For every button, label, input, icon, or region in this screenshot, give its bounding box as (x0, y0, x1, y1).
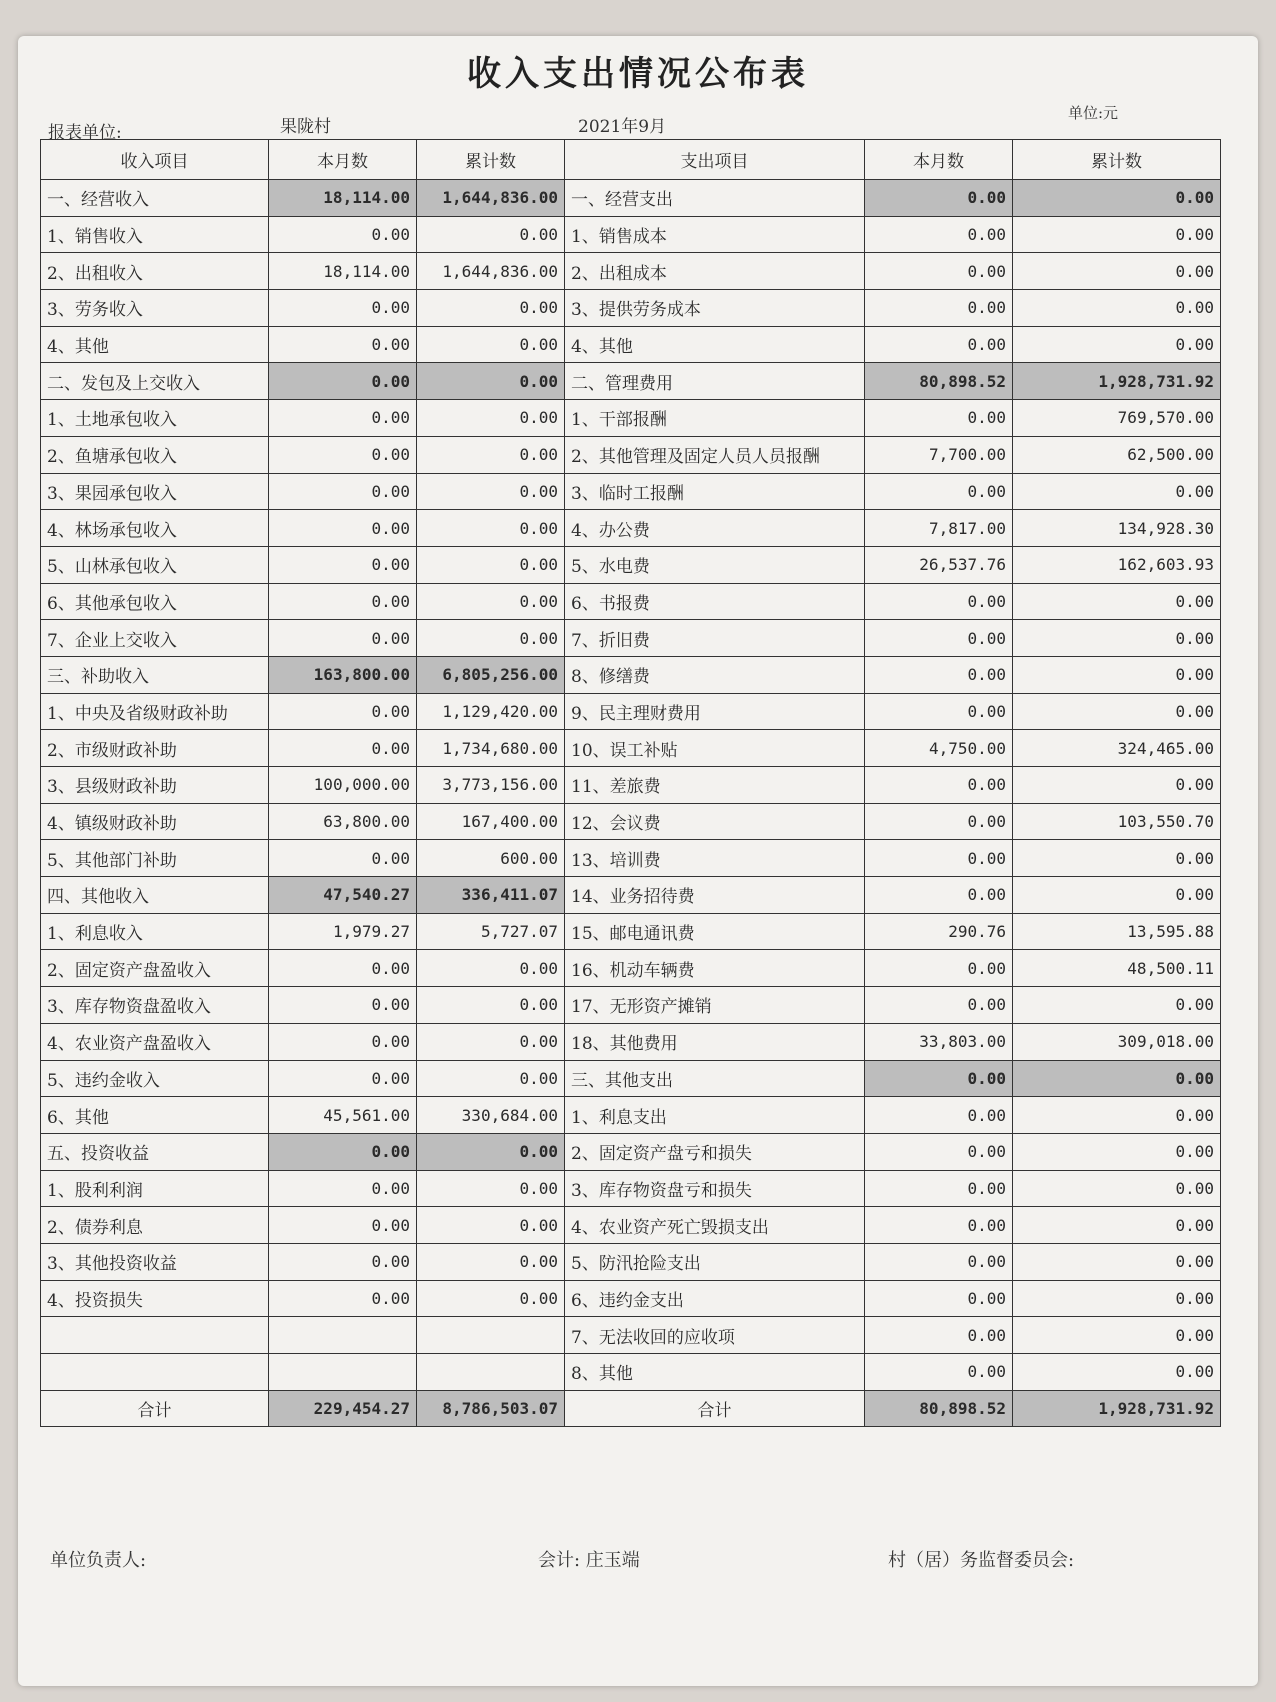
expense-cumulative-cell: 134,928.30 (1013, 510, 1221, 547)
expense-item-cell: 2、其他管理及固定人员人员报酬 (565, 436, 865, 473)
income-item-cell: 1、中央及省级财政补助 (41, 693, 269, 730)
expense-item-cell: 17、无形资产摊销 (565, 987, 865, 1024)
expense-item-cell: 三、其他支出 (565, 1060, 865, 1097)
expense-cumulative-cell: 0.00 (1013, 693, 1221, 730)
table-row (41, 1207, 1221, 1244)
income-cumulative-cell: 5,727.07 (417, 913, 565, 950)
expense-item-cell: 18、其他费用 (565, 1023, 865, 1060)
expense-month-cell: 0.00 (865, 1243, 1013, 1280)
expense-item-cell: 6、违约金支出 (565, 1280, 865, 1317)
income-cumulative-cell: 0.00 (417, 1023, 565, 1060)
expense-month-cell: 0.00 (865, 583, 1013, 620)
header-expense-item: 支出项目 (565, 140, 865, 180)
expense-item-cell: 15、邮电通讯费 (565, 913, 865, 950)
income-item-cell: 3、果园承包收入 (41, 473, 269, 510)
income-cumulative-cell: 1,129,420.00 (417, 693, 565, 730)
expense-item-cell: 7、折旧费 (565, 620, 865, 657)
income-cumulative-cell: 0.00 (417, 950, 565, 987)
income-month-cell: 0.00 (269, 1060, 417, 1097)
expense-item-cell: 12、会议费 (565, 803, 865, 840)
income-item-cell: 1、股利利润 (41, 1170, 269, 1207)
footer-supervisory-committee: 村（居）务监督委员会: (888, 1550, 1075, 1571)
expense-month-cell: 0.00 (865, 290, 1013, 327)
income-cumulative-cell: 0.00 (417, 473, 565, 510)
income-month-cell: 163,800.00 (269, 656, 417, 693)
income-item-cell: 4、农业资产盘盈收入 (41, 1023, 269, 1060)
expense-cumulative-cell: 1,928,731.92 (1013, 363, 1221, 400)
income-cumulative-cell: 0.00 (417, 583, 565, 620)
income-month-cell: 0.00 (269, 290, 417, 327)
income-cumulative-cell: 0.00 (417, 1060, 565, 1097)
income-item-cell: 3、库存物资盘盈收入 (41, 987, 269, 1024)
expense-month-cell: 0.00 (865, 693, 1013, 730)
income-month-cell: 0.00 (269, 546, 417, 583)
header-income-item: 收入项目 (41, 140, 269, 180)
income-item-cell: 三、补助收入 (41, 656, 269, 693)
table-row (41, 583, 1221, 620)
income-cumulative-cell: 0.00 (417, 400, 565, 437)
income-cumulative-cell: 0.00 (417, 1243, 565, 1280)
income-item-cell: 一、经营收入 (41, 180, 269, 217)
expense-cumulative-cell: 769,570.00 (1013, 400, 1221, 437)
income-month-cell: 0.00 (269, 1133, 417, 1170)
income-item-cell: 2、市级财政补助 (41, 730, 269, 767)
income-cumulative-cell: 336,411.07 (417, 877, 565, 914)
expense-item-cell: 13、培训费 (565, 840, 865, 877)
expense-total-cumulative: 1,928,731.92 (1013, 1390, 1221, 1427)
table-row (41, 950, 1221, 987)
expense-cumulative-cell: 0.00 (1013, 1317, 1221, 1354)
income-cumulative-cell: 0.00 (417, 1280, 565, 1317)
table-row (41, 1097, 1221, 1134)
expense-item-cell: 一、经营支出 (565, 180, 865, 217)
expense-month-cell: 0.00 (865, 840, 1013, 877)
expense-cumulative-cell: 0.00 (1013, 1354, 1221, 1391)
reporting-unit: 果陇村 (280, 117, 331, 137)
expense-month-cell: 0.00 (865, 656, 1013, 693)
expense-month-cell: 26,537.76 (865, 546, 1013, 583)
expense-item-cell: 3、库存物资盘亏和损失 (565, 1170, 865, 1207)
table-row (41, 216, 1221, 253)
expense-month-cell: 0.00 (865, 1133, 1013, 1170)
expense-item-cell: 4、其他 (565, 326, 865, 363)
income-cumulative-cell: 0.00 (417, 363, 565, 400)
table-row (41, 1170, 1221, 1207)
expense-month-cell: 0.00 (865, 950, 1013, 987)
income-cumulative-cell: 330,684.00 (417, 1097, 565, 1134)
table-row (41, 180, 1221, 217)
table-row (41, 290, 1221, 327)
expense-cumulative-cell: 0.00 (1013, 180, 1221, 217)
expense-month-cell: 0.00 (865, 877, 1013, 914)
income-cumulative-cell: 167,400.00 (417, 803, 565, 840)
income-cumulative-cell: 3,773,156.00 (417, 767, 565, 804)
expense-month-cell: 0.00 (865, 1317, 1013, 1354)
expense-cumulative-cell: 0.00 (1013, 583, 1221, 620)
expense-month-cell: 0.00 (865, 253, 1013, 290)
expense-cumulative-cell: 0.00 (1013, 656, 1221, 693)
report-period: 2021年9月 (578, 117, 667, 137)
header-exp-cumulative: 累计数 (1013, 140, 1221, 180)
expense-item-cell: 8、修缮费 (565, 656, 865, 693)
document-page (18, 36, 1258, 1686)
income-month-cell: 0.00 (269, 1280, 417, 1317)
expense-total-label: 合计 (565, 1390, 865, 1427)
income-month-cell: 0.00 (269, 1243, 417, 1280)
income-month-cell (269, 1354, 417, 1391)
expense-month-cell: 0.00 (865, 1354, 1013, 1391)
expense-cumulative-cell: 0.00 (1013, 767, 1221, 804)
expense-item-cell: 9、民主理财费用 (565, 693, 865, 730)
income-item-cell: 四、其他收入 (41, 877, 269, 914)
header-row (41, 140, 1221, 180)
reporting-unit-label: 报表单位: (48, 123, 122, 143)
expense-month-cell: 33,803.00 (865, 1023, 1013, 1060)
income-cumulative-cell: 1,644,836.00 (417, 180, 565, 217)
expense-month-cell: 0.00 (865, 180, 1013, 217)
income-month-cell: 0.00 (269, 326, 417, 363)
expense-item-cell: 2、出租成本 (565, 253, 865, 290)
table-row (41, 693, 1221, 730)
document-title: 收入支出情况公布表 (467, 54, 809, 94)
table-row (41, 473, 1221, 510)
table-row (41, 803, 1221, 840)
expense-cumulative-cell: 0.00 (1013, 877, 1221, 914)
income-item-cell: 二、发包及上交收入 (41, 363, 269, 400)
income-month-cell: 0.00 (269, 400, 417, 437)
table-row (41, 840, 1221, 877)
income-month-cell: 18,114.00 (269, 253, 417, 290)
income-cumulative-cell: 0.00 (417, 987, 565, 1024)
income-cumulative-cell: 0.00 (417, 1170, 565, 1207)
expense-item-cell: 5、防汛抢险支出 (565, 1243, 865, 1280)
income-month-cell: 0.00 (269, 987, 417, 1024)
income-expense-table-wrap (40, 139, 1220, 1427)
expense-item-cell: 3、提供劳务成本 (565, 290, 865, 327)
income-month-cell: 47,540.27 (269, 877, 417, 914)
income-item-cell: 五、投资收益 (41, 1133, 269, 1170)
table-row (41, 546, 1221, 583)
income-cumulative-cell: 0.00 (417, 436, 565, 473)
income-month-cell: 0.00 (269, 620, 417, 657)
income-item-cell: 1、利息收入 (41, 913, 269, 950)
expense-item-cell: 1、销售成本 (565, 216, 865, 253)
income-month-cell: 0.00 (269, 1207, 417, 1244)
expense-cumulative-cell: 0.00 (1013, 1097, 1221, 1134)
expense-cumulative-cell: 0.00 (1013, 1060, 1221, 1097)
table-row (41, 326, 1221, 363)
expense-item-cell: 14、业务招待费 (565, 877, 865, 914)
expense-cumulative-cell: 0.00 (1013, 473, 1221, 510)
table-row (41, 1133, 1221, 1170)
expense-month-cell: 0.00 (865, 1280, 1013, 1317)
income-item-cell: 4、镇级财政补助 (41, 803, 269, 840)
expense-cumulative-cell: 0.00 (1013, 620, 1221, 657)
footer-unit-head: 单位负责人: (50, 1550, 147, 1571)
income-month-cell: 0.00 (269, 730, 417, 767)
income-item-cell: 3、县级财政补助 (41, 767, 269, 804)
expense-cumulative-cell: 0.00 (1013, 840, 1221, 877)
expense-cumulative-cell: 0.00 (1013, 1207, 1221, 1244)
table-row (41, 1280, 1221, 1317)
table-row (41, 656, 1221, 693)
expense-month-cell: 0.00 (865, 767, 1013, 804)
income-month-cell: 0.00 (269, 436, 417, 473)
income-month-cell: 0.00 (269, 473, 417, 510)
income-item-cell: 4、投资损失 (41, 1280, 269, 1317)
income-month-cell: 45,561.00 (269, 1097, 417, 1134)
income-item-cell: 1、土地承包收入 (41, 400, 269, 437)
income-month-cell: 0.00 (269, 693, 417, 730)
expense-item-cell: 6、书报费 (565, 583, 865, 620)
expense-cumulative-cell: 0.00 (1013, 1133, 1221, 1170)
income-month-cell: 100,000.00 (269, 767, 417, 804)
income-item-cell: 2、出租收入 (41, 253, 269, 290)
expense-cumulative-cell: 103,550.70 (1013, 803, 1221, 840)
expense-month-cell: 0.00 (865, 1170, 1013, 1207)
expense-item-cell: 7、无法收回的应收项 (565, 1317, 865, 1354)
expense-cumulative-cell: 162,603.93 (1013, 546, 1221, 583)
income-month-cell: 0.00 (269, 583, 417, 620)
income-month-cell: 1,979.27 (269, 913, 417, 950)
expense-month-cell: 0.00 (865, 620, 1013, 657)
expense-item-cell: 10、误工补贴 (565, 730, 865, 767)
expense-cumulative-cell: 0.00 (1013, 290, 1221, 327)
income-cumulative-cell: 1,734,680.00 (417, 730, 565, 767)
income-total-label: 合计 (41, 1390, 269, 1427)
expense-item-cell: 1、利息支出 (565, 1097, 865, 1134)
unit-label: 单位:元 (1068, 104, 1119, 122)
expense-cumulative-cell: 0.00 (1013, 216, 1221, 253)
income-item-cell: 4、林场承包收入 (41, 510, 269, 547)
income-total-cumulative: 8,786,503.07 (417, 1390, 565, 1427)
income-item-cell: 2、债券利息 (41, 1207, 269, 1244)
income-month-cell: 0.00 (269, 510, 417, 547)
expense-cumulative-cell: 0.00 (1013, 1170, 1221, 1207)
expense-cumulative-cell: 0.00 (1013, 1243, 1221, 1280)
header-month: 本月数 (269, 140, 417, 180)
expense-cumulative-cell: 62,500.00 (1013, 436, 1221, 473)
income-item-cell: 2、固定资产盘盈收入 (41, 950, 269, 987)
expense-month-cell: 0.00 (865, 1060, 1013, 1097)
income-item-cell: 5、山林承包收入 (41, 546, 269, 583)
table-row (41, 253, 1221, 290)
income-month-cell: 18,114.00 (269, 180, 417, 217)
header-exp-month: 本月数 (865, 140, 1013, 180)
expense-total-month: 80,898.52 (865, 1390, 1013, 1427)
table-row (41, 363, 1221, 400)
expense-month-cell: 0.00 (865, 1207, 1013, 1244)
expense-month-cell: 0.00 (865, 987, 1013, 1024)
income-item-cell: 5、其他部门补助 (41, 840, 269, 877)
table-row (41, 1023, 1221, 1060)
expense-cumulative-cell: 0.00 (1013, 253, 1221, 290)
totals-row (41, 1390, 1221, 1427)
table-row (41, 877, 1221, 914)
expense-month-cell: 0.00 (865, 1097, 1013, 1134)
income-month-cell (269, 1317, 417, 1354)
expense-month-cell: 0.00 (865, 326, 1013, 363)
expense-cumulative-cell: 0.00 (1013, 987, 1221, 1024)
expense-item-cell: 16、机动车辆费 (565, 950, 865, 987)
income-cumulative-cell: 6,805,256.00 (417, 656, 565, 693)
table-row (41, 913, 1221, 950)
income-month-cell: 0.00 (269, 840, 417, 877)
income-month-cell: 0.00 (269, 216, 417, 253)
table-row (41, 436, 1221, 473)
income-item-cell (41, 1317, 269, 1354)
income-item-cell: 5、违约金收入 (41, 1060, 269, 1097)
expense-month-cell: 7,700.00 (865, 436, 1013, 473)
income-cumulative-cell: 0.00 (417, 290, 565, 327)
table-row (41, 1060, 1221, 1097)
table-row (41, 1243, 1221, 1280)
income-cumulative-cell: 1,644,836.00 (417, 253, 565, 290)
income-cumulative-cell: 600.00 (417, 840, 565, 877)
expense-item-cell: 11、差旅费 (565, 767, 865, 804)
expense-month-cell: 0.00 (865, 216, 1013, 253)
expense-cumulative-cell: 309,018.00 (1013, 1023, 1221, 1060)
income-item-cell: 3、劳务收入 (41, 290, 269, 327)
income-item-cell: 4、其他 (41, 326, 269, 363)
expense-item-cell: 5、水电费 (565, 546, 865, 583)
income-cumulative-cell: 0.00 (417, 1207, 565, 1244)
income-cumulative-cell: 0.00 (417, 620, 565, 657)
income-cumulative-cell: 0.00 (417, 546, 565, 583)
income-month-cell: 63,800.00 (269, 803, 417, 840)
table-row (41, 987, 1221, 1024)
income-item-cell: 2、鱼塘承包收入 (41, 436, 269, 473)
expense-item-cell: 4、农业资产死亡毁损支出 (565, 1207, 865, 1244)
income-item-cell: 1、销售收入 (41, 216, 269, 253)
income-cumulative-cell: 0.00 (417, 510, 565, 547)
income-total-month: 229,454.27 (269, 1390, 417, 1427)
income-month-cell: 0.00 (269, 363, 417, 400)
expense-cumulative-cell: 324,465.00 (1013, 730, 1221, 767)
table-body (41, 180, 1221, 1391)
expense-month-cell: 7,817.00 (865, 510, 1013, 547)
expense-item-cell: 1、干部报酬 (565, 400, 865, 437)
expense-month-cell: 0.00 (865, 803, 1013, 840)
table-row (41, 400, 1221, 437)
income-item-cell: 6、其他 (41, 1097, 269, 1134)
expense-cumulative-cell: 0.00 (1013, 326, 1221, 363)
table-row (41, 620, 1221, 657)
income-cumulative-cell: 0.00 (417, 326, 565, 363)
expense-item-cell: 8、其他 (565, 1354, 865, 1391)
income-item-cell: 3、其他投资收益 (41, 1243, 269, 1280)
expense-month-cell: 80,898.52 (865, 363, 1013, 400)
expense-month-cell: 4,750.00 (865, 730, 1013, 767)
expense-cumulative-cell: 48,500.11 (1013, 950, 1221, 987)
expense-item-cell: 3、临时工报酬 (565, 473, 865, 510)
header-cumulative: 累计数 (417, 140, 565, 180)
table-row (41, 510, 1221, 547)
income-item-cell: 6、其他承包收入 (41, 583, 269, 620)
table-row (41, 1354, 1221, 1391)
expense-item-cell: 2、固定资产盘亏和损失 (565, 1133, 865, 1170)
expense-cumulative-cell: 0.00 (1013, 1280, 1221, 1317)
income-cumulative-cell: 0.00 (417, 1133, 565, 1170)
expense-month-cell: 290.76 (865, 913, 1013, 950)
income-cumulative-cell (417, 1317, 565, 1354)
income-item-cell: 7、企业上交收入 (41, 620, 269, 657)
table-row (41, 730, 1221, 767)
expense-item-cell: 二、管理费用 (565, 363, 865, 400)
expense-cumulative-cell: 13,595.88 (1013, 913, 1221, 950)
income-month-cell: 0.00 (269, 950, 417, 987)
footer-accountant: 会计: 庄玉端 (538, 1550, 640, 1571)
table-row (41, 1317, 1221, 1354)
expense-item-cell: 4、办公费 (565, 510, 865, 547)
income-month-cell: 0.00 (269, 1023, 417, 1060)
income-item-cell (41, 1354, 269, 1391)
income-month-cell: 0.00 (269, 1170, 417, 1207)
income-expense-table (40, 139, 1221, 1427)
income-cumulative-cell (417, 1354, 565, 1391)
table-row (41, 767, 1221, 804)
expense-month-cell: 0.00 (865, 473, 1013, 510)
expense-month-cell: 0.00 (865, 400, 1013, 437)
income-cumulative-cell: 0.00 (417, 216, 565, 253)
